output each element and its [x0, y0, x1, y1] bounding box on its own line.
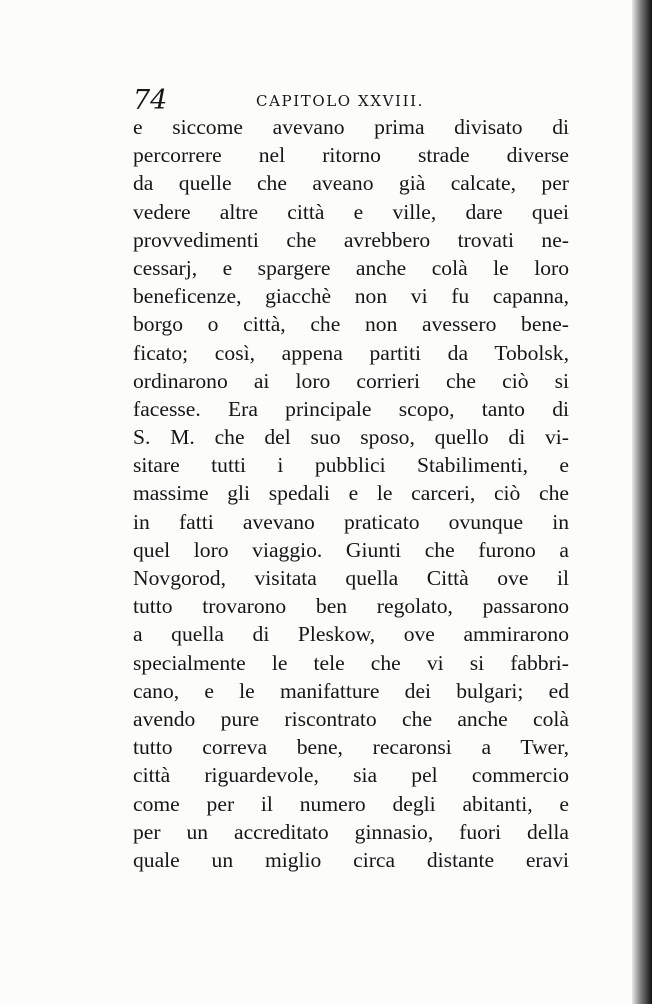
text-line: e siccome avevano prima divisato di: [133, 115, 569, 139]
text-line: tutto trovarono ben regolato, passarono: [133, 594, 569, 619]
text-line: a quella di Pleskow, ove ammirarono: [133, 622, 569, 647]
text-line: quale un miglio circa distante eravi: [133, 847, 569, 872]
text-line: tutto correva bene, recaronsi a Twer,: [133, 735, 569, 760]
text-line: Novgorod, visitata quella Città ove il: [133, 566, 569, 590]
text-line: beneficenze, giacchè non vi fu capanna,: [133, 284, 569, 309]
text-line: ordinarono ai loro corrieri che ciò si: [133, 368, 569, 393]
page-edge-shadow: [632, 0, 652, 1004]
text-line: come per il numero degli abitanti, e: [133, 791, 569, 816]
text-line: cano, e le manifatture dei bulgari; ed: [133, 678, 569, 703]
text-line: borgo o città, che non avessero bene-: [133, 312, 569, 337]
text-line: vedere altre città e ville, dare quei: [133, 199, 569, 224]
text-line: sitare tutti i pubblici Stabilimenti, e: [133, 453, 569, 478]
text-line: S. M. che del suo sposo, quello di vi-: [133, 425, 569, 450]
text-line: cessarj, e spargere anche colà le loro: [133, 255, 569, 280]
text-line: facesse. Era principale scopo, tanto di: [133, 396, 569, 421]
text-line: avendo pure riscontrato che anche colà: [133, 706, 569, 731]
text-line: percorrere nel ritorno strade diverse: [133, 143, 569, 168]
text-line: provvedimenti che avrebbero trovati ne-: [133, 227, 569, 252]
text-line: città riguardevole, sia pel commercio: [133, 763, 569, 788]
text-line: quel loro viaggio. Giunti che furono a: [133, 537, 569, 562]
page-header: [133, 86, 573, 116]
text-line: da quelle che aveano già calcate, per: [133, 171, 569, 196]
text-line: massime gli spedali e le carceri, ciò che: [133, 481, 569, 506]
body-text: [133, 113, 569, 874]
text-line: in fatti avevano praticato ovunque in: [133, 509, 569, 534]
text-line: per un accreditato ginnasio, fuori della: [133, 819, 569, 844]
text-line: specialmente le tele che vi si fabbri-: [133, 650, 569, 675]
text-line: ficato; così, appena partiti da Tobolsk,: [133, 340, 569, 365]
running-title: CAPITOLO XXVIII.: [256, 92, 424, 110]
page-number: 74: [133, 85, 168, 116]
